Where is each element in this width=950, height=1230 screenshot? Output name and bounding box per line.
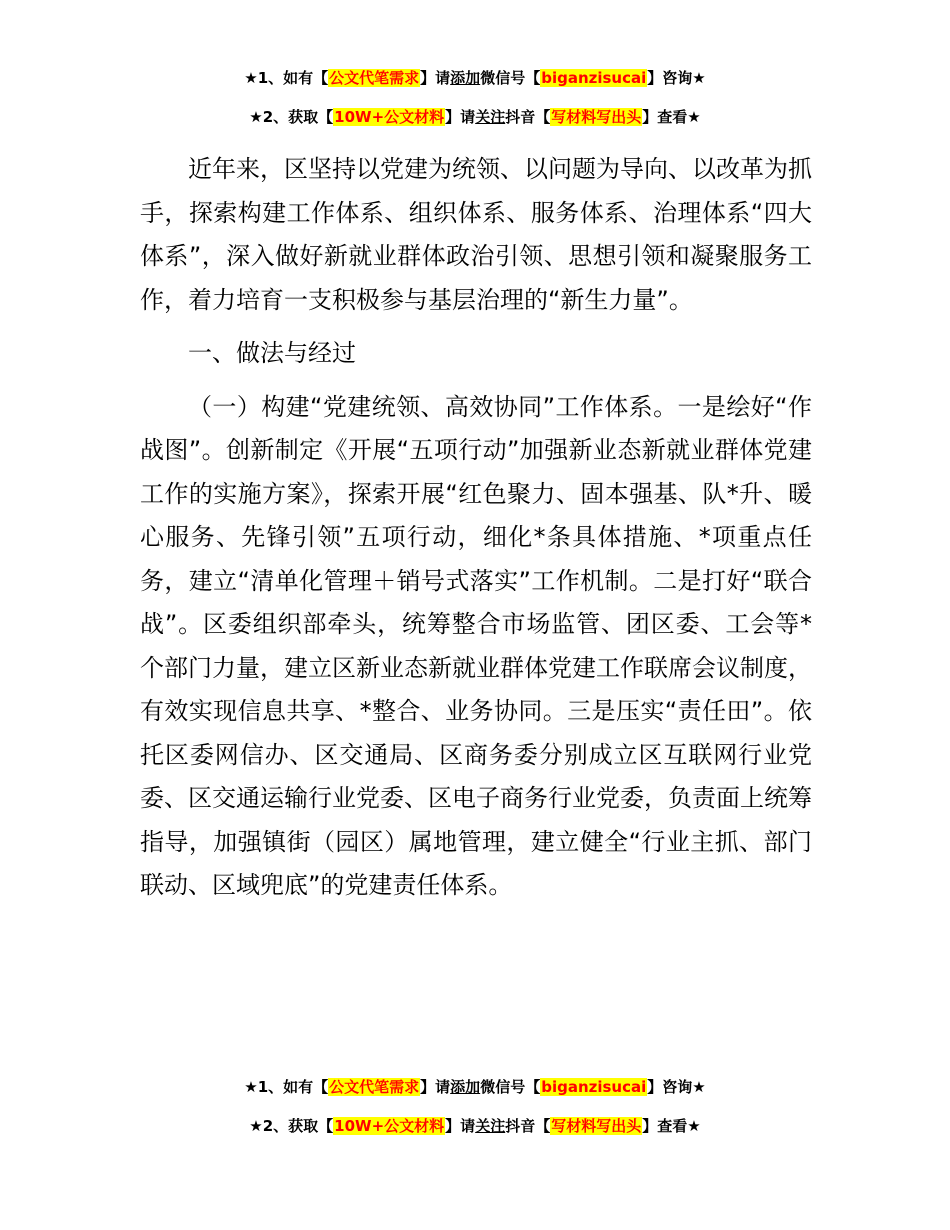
banner-text: 】请: [420, 1078, 451, 1096]
banner-text: 2、获取【: [262, 108, 334, 126]
star-icon: ★: [244, 69, 258, 87]
emphasis-text: 添加: [450, 69, 481, 87]
bottom-banner-line-1: [0, 1076, 950, 1098]
highlight-service: 公文代笔需求: [329, 1078, 420, 1096]
banner-text: 微信号【: [480, 1078, 541, 1096]
banner-text: 】请: [445, 1117, 476, 1135]
banner-text: 2、获取【: [262, 1117, 334, 1135]
star-icon: ★: [249, 108, 263, 126]
intro-paragraph: 近年来，区坚持以党建为统领、以问题为导向、以改革为抓手，探索构建工作体系、组织体系、服务体系、治理体系“四大体系”，深入做好新就业群体政治引领、思想引领和凝聚服务工作，着力培育一支积极参与基层治理的“新生力量”。: [140, 155, 812, 314]
banner-text: 微信号【: [480, 69, 541, 87]
emphasis-text: 添加: [450, 1078, 481, 1096]
banner-text: 】咨询: [647, 1078, 693, 1096]
section-heading: 一、做法与经过: [188, 339, 356, 367]
banner-text: 抖音【: [505, 108, 551, 126]
wechat-id: biganzisucai: [541, 69, 647, 87]
star-icon: ★: [244, 1078, 258, 1096]
banner-text: 】请: [420, 69, 451, 87]
document-body: [140, 148, 812, 908]
highlight-materials: 10W+公文材料: [334, 108, 445, 126]
star-icon: ★: [692, 1078, 706, 1096]
banner-text: 】查看: [642, 1117, 688, 1135]
emphasis-text: 关注: [475, 108, 506, 126]
banner-text: 】查看: [642, 108, 688, 126]
bottom-banner-line-2: [0, 1115, 950, 1137]
banner-text: 1、如有【: [257, 69, 329, 87]
star-icon: ★: [687, 108, 701, 126]
douyin-account: 写材料写出头: [551, 1117, 642, 1135]
banner-text: 】咨询: [647, 69, 693, 87]
banner-text: 1、如有【: [257, 1078, 329, 1096]
highlight-service: 公文代笔需求: [329, 69, 420, 87]
star-icon: ★: [249, 1117, 263, 1135]
star-icon: ★: [692, 69, 706, 87]
banner-text: 抖音【: [505, 1117, 551, 1135]
highlight-materials: 10W+公文材料: [334, 1117, 445, 1135]
section-paragraph: （一）构建“党建统领、高效协同”工作体系。一是绘好“作战图”。创新制定《开展“五项行动”加强新业态新就业群体党建工作的实施方案》，探索开展“红色聚力、固本强基、队*升、暖心服务、先锋引领”五项行动，细化*条具体措施、*项重点任务，建立“清单化管理＋销号式落实”工作机制。二是打好“联合战”。区委组织部牵头，统筹整合市场监管、团区委、工会等*个部门力量，建立区新业态新就业群体党建工作联席会议制度，有效实现信息共享、*整合、业务协同。三是压实“责任田”。依托区委网信办、区交通局、区商务委分别成立区互联网行业党委、区交通运输行业党委、区电子商务行业党委，负责面上统筹指导，加强镇街（园区）属地管理，建立健全“行业主抓、部门联动、区域兜底”的党建责任体系。: [140, 392, 812, 899]
wechat-id: biganzisucai: [541, 1078, 647, 1096]
banner-text: 】请: [445, 108, 476, 126]
top-banner-line-2: [0, 106, 950, 128]
top-banner-line-1: [0, 67, 950, 89]
douyin-account: 写材料写出头: [551, 108, 642, 126]
emphasis-text: 关注: [475, 1117, 506, 1135]
star-icon: ★: [687, 1117, 701, 1135]
